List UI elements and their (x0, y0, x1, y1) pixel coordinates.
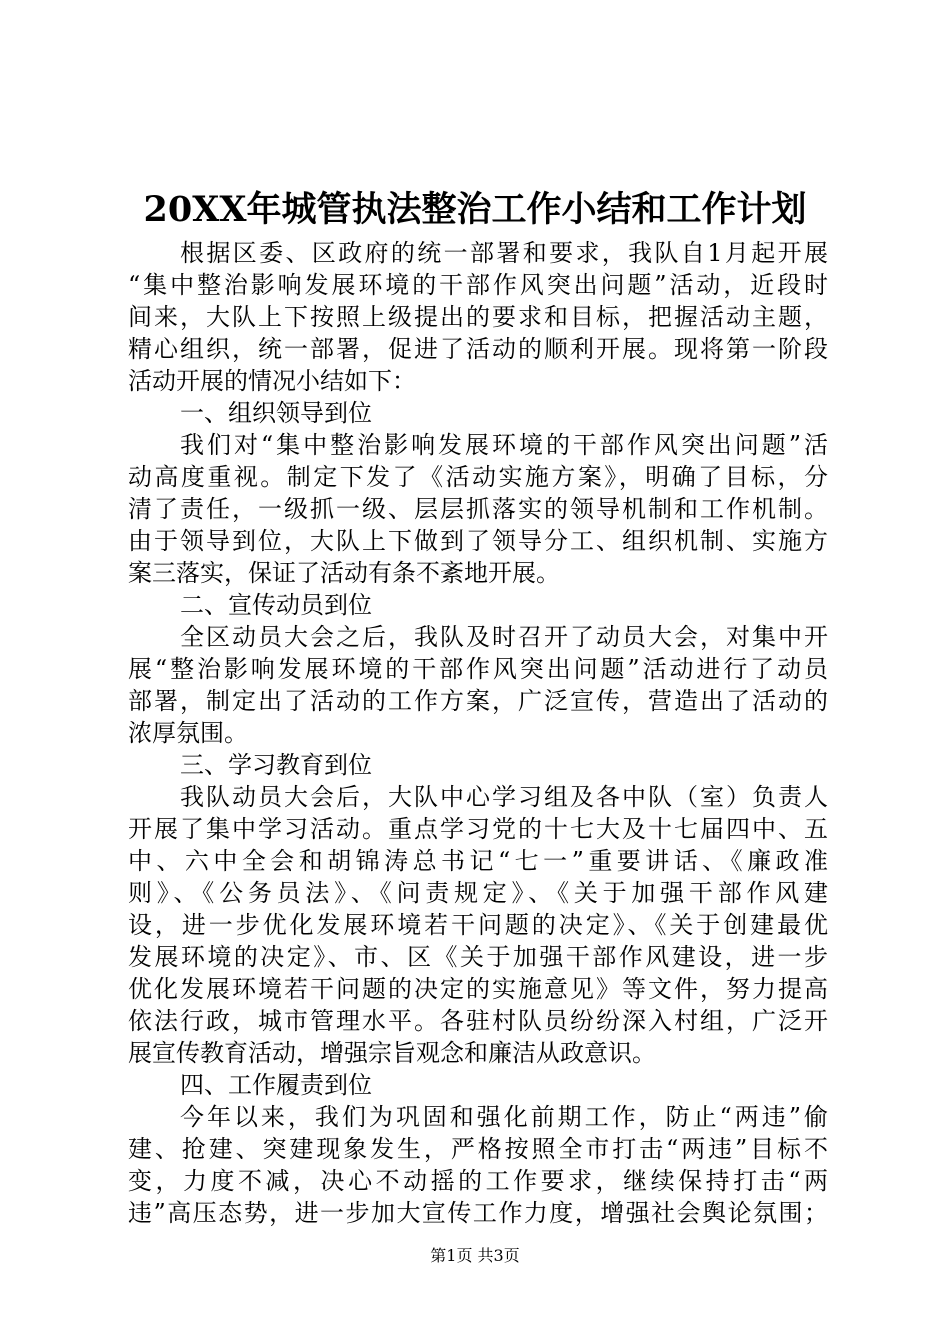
text-line: 我队动员大会后，大队中心学习组及各中队（室）负责人 (180, 783, 828, 811)
text-line: 间来，大队上下按照上级提出的要求和目标，把握活动主题， (128, 303, 828, 331)
text-line: 我们对“集中整治影响发展环境的干部作风突出问题”活 (180, 431, 828, 459)
document-title: 20XX年城管执法整治工作小结和工作计划 (143, 189, 807, 230)
text-line: 开展了集中学习活动。重点学习党的十七大及十七届四中、五 (128, 815, 828, 843)
text-line: 变，力度不减，决心不动摇的工作要求，继续保持打击“两 (128, 1167, 828, 1195)
text-line: 展宣传教育活动，增强宗旨观念和廉洁从政意识。 (128, 1039, 656, 1067)
document-body (128, 237, 828, 1229)
text-line: 中、六中全会和胡锦涛总书记“七一”重要讲话、《廉政准 (128, 847, 828, 875)
text-line: 部署，制定出了活动的工作方案，广泛宣传，营造出了活动的 (128, 687, 828, 715)
text-line: 全区动员大会之后，我队及时召开了动员大会，对集中开 (180, 623, 828, 651)
page-footer: 第1页 共3页 (430, 1246, 520, 1265)
text-line: “集中整治影响发展环境的干部作风突出问题”活动，近段时 (128, 271, 828, 299)
text-line: 由于领导到位，大队上下做到了领导分工、组织机制、实施方 (128, 527, 828, 555)
text-line: 三、学习教育到位 (180, 751, 372, 779)
text-line: 违”高压态势，进一步加大宣传工作力度，增强社会舆论氛围； (128, 1199, 828, 1227)
text-line: 设，进一步优化发展环境若干问题的决定》、《关于创建最优 (128, 911, 828, 939)
text-line: 发展环境的决定》、市、区《关于加强干部作风建设，进一步 (128, 943, 828, 971)
text-line: 清了责任，一级抓一级、层层抓落实的领导机制和工作机制。 (128, 495, 828, 523)
text-line: 案三落实，保证了活动有条不紊地开展。 (128, 559, 560, 587)
text-line: 则》、《公务员法》、《问责规定》、《关于加强干部作风建 (128, 879, 828, 907)
text-line: 活动开展的情况小结如下： (128, 367, 416, 395)
text-line: 今年以来，我们为巩固和强化前期工作，防止“两违”偷 (180, 1103, 828, 1131)
text-line: 四、工作履责到位 (180, 1071, 372, 1099)
text-line: 依法行政，城市管理水平。各驻村队员纷纷深入村组，广泛开 (128, 1007, 828, 1035)
text-line: 展“整治影响发展环境的干部作风突出问题”活动进行了动员 (128, 655, 828, 683)
text-line: 建、抢建、突建现象发生，严格按照全市打击“两违”目标不 (128, 1135, 828, 1163)
text-line: 精心组织，统一部署，促进了活动的顺利开展。现将第一阶段 (128, 335, 828, 363)
text-line: 浓厚氛围。 (128, 719, 248, 747)
text-line: 优化发展环境若干问题的决定的实施意见》等文件，努力提高 (128, 975, 828, 1003)
text-line: 二、宣传动员到位 (180, 591, 372, 619)
text-line: 根据区委、区政府的统一部署和要求，我队自1月起开展 (180, 239, 828, 267)
text-line: 一、组织领导到位 (180, 399, 372, 427)
text-line: 动高度重视。制定下发了《活动实施方案》，明确了目标，分 (128, 463, 828, 491)
